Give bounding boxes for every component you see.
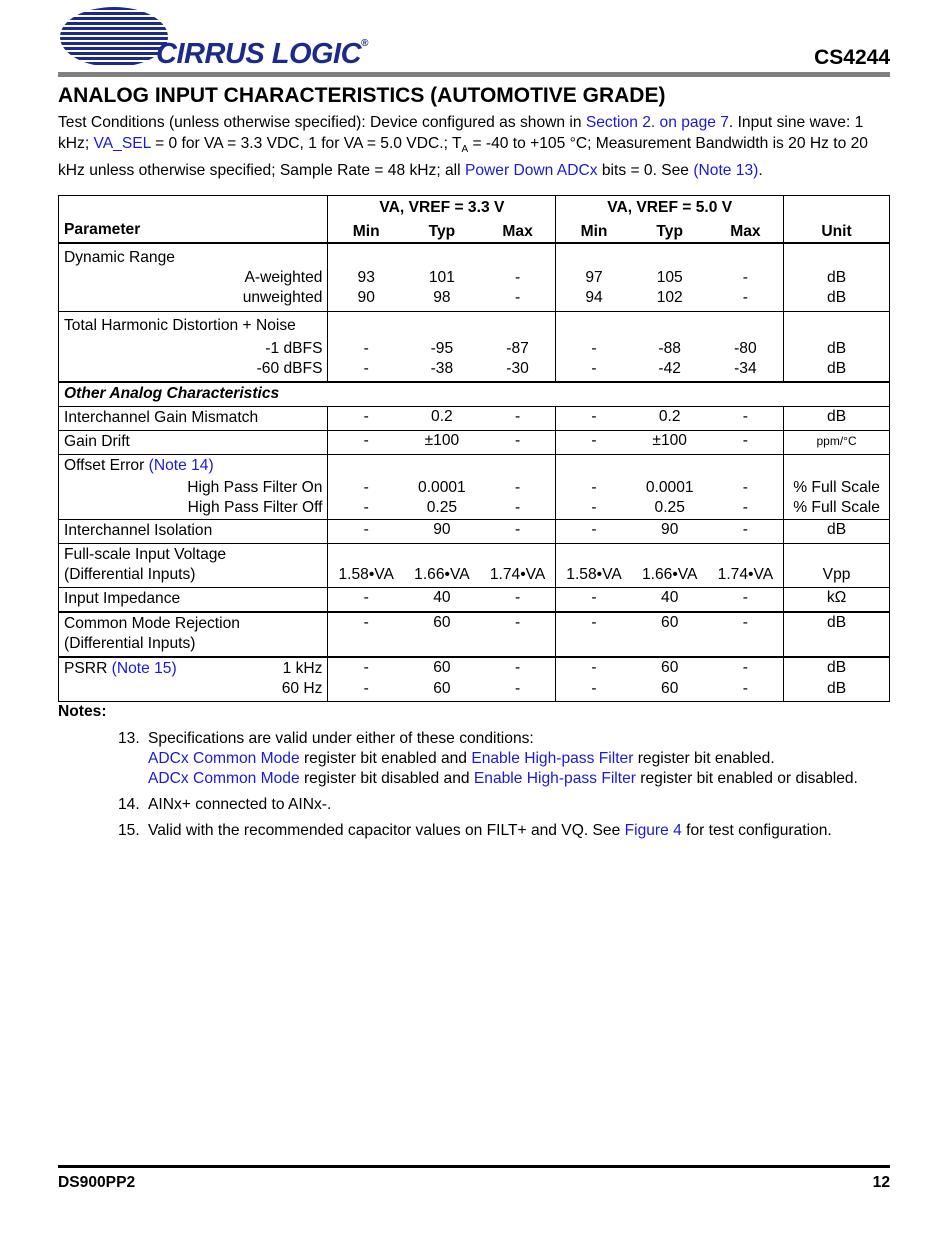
unit-cell: dB <box>784 268 890 288</box>
value-cell: - <box>328 520 404 544</box>
value-cell: 1.66•VA <box>414 566 470 583</box>
value-cell: -34 <box>734 360 757 377</box>
value-cell: 1.58•VA <box>556 565 632 588</box>
value-cell: -88 <box>658 340 681 357</box>
page-header <box>58 6 890 80</box>
param-sublabel: -60 dBFS <box>59 359 328 382</box>
notes-heading: Notes: <box>58 703 107 720</box>
value-cell: - <box>708 612 784 634</box>
value-cell: 1.66•VA <box>641 566 698 583</box>
value-cell: - <box>742 289 748 306</box>
table-row <box>59 312 890 340</box>
table-row <box>59 544 890 566</box>
value-cell: ±100 <box>404 431 480 455</box>
param-label: (Differential Inputs) <box>59 634 328 657</box>
spec-table <box>58 195 890 702</box>
header-max: Max <box>502 223 533 240</box>
table-row <box>59 268 890 288</box>
value-cell: - <box>328 359 404 382</box>
unit-cell: % Full Scale <box>784 476 890 498</box>
value-cell: - <box>556 431 632 455</box>
table-row <box>59 565 890 588</box>
param-label: Offset Error (Note 14) <box>59 455 328 477</box>
value-cell: - <box>480 431 556 455</box>
unit-cell: dB <box>784 679 890 702</box>
value-cell: 60 <box>404 612 480 634</box>
value-cell: 40 <box>404 588 480 613</box>
unit-cell: ppm/°C <box>784 431 890 455</box>
value-cell: - <box>556 520 632 544</box>
value-cell: 60 <box>632 679 708 702</box>
value-cell: - <box>742 269 748 286</box>
unit-cell: dB <box>784 339 890 359</box>
param-label: Interchannel Gain Mismatch <box>59 407 328 431</box>
header-unit: Unit <box>784 218 890 243</box>
value-cell: - <box>514 479 521 496</box>
footer-doc-number: DS900PP2 <box>58 1174 136 1191</box>
value-cell: - <box>742 499 748 516</box>
header-parameter: Parameter <box>59 218 328 243</box>
section-heading: Other Analog Characteristics <box>59 382 890 407</box>
header-typ: Typ <box>656 223 683 240</box>
table-header-row <box>59 196 890 219</box>
table-row <box>59 612 890 634</box>
value-cell: 90 <box>328 288 404 312</box>
table-row <box>59 243 890 268</box>
value-cell: - <box>514 269 521 286</box>
unit-cell: % Full Scale <box>784 498 890 520</box>
header-max: Max <box>730 223 761 240</box>
value-cell: - <box>328 679 404 702</box>
value-cell: 60 <box>404 679 480 702</box>
value-cell: - <box>328 339 404 359</box>
value-cell: - <box>480 679 556 702</box>
value-cell: -42 <box>658 360 681 377</box>
value-cell: - <box>708 679 784 702</box>
test-conditions: Test Conditions (unless otherwise specified): Device configured as shown in Section 2. on page 7. Input sine wave: 1 kHz; VA_SEL = 0 for VA = 3.3 VDC, 1 for VA = 5.0 VDC.; $T_A = -40$ to +105 °C; Measurement Bandwidth is 20 Hz to 20 kHz unless otherwise specified; Sample Rate = 48 kHz; all Power Down ADCx bits = 0. See (Note 13). <box>58 114 868 180</box>
header-group-3v3: VA, VREF = 3.3 V <box>328 196 556 219</box>
unit-cell: kΩ <box>784 588 890 613</box>
note-15-link[interactable]: (Note 15) <box>111 660 177 677</box>
value-cell: - <box>556 612 632 634</box>
note-14-link[interactable]: (Note 14) <box>148 457 214 474</box>
value-cell: -30 <box>506 360 529 377</box>
value-cell: - <box>556 339 632 359</box>
header-typ: Typ <box>428 223 456 240</box>
value-cell: ±100 <box>632 431 708 455</box>
value-cell: - <box>480 612 556 634</box>
table-header-row <box>59 218 890 243</box>
footer-divider <box>58 1165 890 1168</box>
adcx-common-mode-link[interactable]: ADCx Common Mode <box>148 770 300 787</box>
cirrus-logo-icon <box>58 6 170 68</box>
page-number: 12 <box>872 1174 890 1191</box>
param-sublabel: 1 kHz <box>282 660 323 677</box>
value-cell: 101 <box>428 269 455 286</box>
unit-cell: dB <box>784 520 890 544</box>
param-sublabel: High Pass Filter On <box>59 476 328 498</box>
value-cell: - <box>328 498 404 520</box>
value-cell: 97 <box>556 268 632 288</box>
param-label: Total Harmonic Distortion + Noise <box>59 312 328 340</box>
param-label: Dynamic Range <box>59 243 328 268</box>
unit-cell: dB <box>784 612 890 634</box>
value-cell: - <box>328 431 404 455</box>
value-cell: -87 <box>506 340 529 357</box>
param-sublabel: High Pass Filter Off <box>59 498 328 520</box>
value-cell: 0.0001 <box>645 479 694 496</box>
table-row <box>59 431 890 455</box>
value-cell: - <box>708 657 784 679</box>
value-cell: 105 <box>656 269 683 286</box>
table-row <box>59 288 890 312</box>
param-label: Gain Drift <box>59 431 328 455</box>
table-row <box>59 455 890 477</box>
value-cell: - <box>556 359 632 382</box>
value-cell: - <box>328 657 404 679</box>
value-cell: - <box>328 476 404 498</box>
param-label: (Differential Inputs) <box>59 565 328 588</box>
value-cell: 98 <box>433 289 451 306</box>
value-cell: - <box>556 498 632 520</box>
note-14: 14. AINx+ connected to AINx-. <box>118 796 332 813</box>
value-cell: 0.0001 <box>418 479 466 496</box>
value-cell: - <box>708 588 784 613</box>
value-cell: - <box>480 588 556 613</box>
value-cell: 60 <box>404 657 480 679</box>
value-cell: 0.25 <box>654 499 685 516</box>
table-row <box>59 634 890 657</box>
table-row <box>59 498 890 520</box>
unit-cell: dB <box>784 407 890 431</box>
page-title: ANALOG INPUT CHARACTERISTICS (AUTOMOTIVE GRADE) <box>58 84 666 107</box>
section-2-link[interactable]: Section 2. on page 7 <box>585 114 729 131</box>
value-cell: 90 <box>404 520 480 544</box>
param-label: Common Mode Rejection <box>59 612 328 634</box>
value-cell: 40 <box>632 588 708 613</box>
value-cell: - <box>556 588 632 613</box>
enable-hpf-link[interactable]: Enable High-pass Filter <box>471 750 634 767</box>
table-row <box>59 476 890 498</box>
value-cell: 1.74•VA <box>489 566 546 583</box>
table-row <box>59 359 890 382</box>
table-row <box>59 339 890 359</box>
figure-4-link[interactable]: Figure 4 <box>624 822 682 839</box>
value-cell: - <box>708 431 784 455</box>
table-row <box>59 657 890 679</box>
unit-cell: dB <box>784 359 890 382</box>
value-cell: -80 <box>734 340 757 357</box>
value-cell: 60 <box>632 657 708 679</box>
note-15: 15. Valid with the recommended capacitor values on FILT+ and VQ. See Figure 4 for test configuration. <box>118 822 832 839</box>
param-sublabel: 60 Hz <box>59 679 328 702</box>
value-cell: 0.2 <box>404 407 480 431</box>
adcx-common-mode-link[interactable]: ADCx Common Mode <box>148 750 300 767</box>
value-cell: 1.74•VA <box>717 566 774 583</box>
param-label: PSRR (Note 15) 1 kHz <box>59 657 328 679</box>
unit-cell: Vpp <box>784 565 890 588</box>
unit-cell: dB <box>784 288 890 312</box>
header-min: Min <box>328 218 404 243</box>
document-id: CS4244 <box>814 46 890 69</box>
param-label: Input Impedance <box>59 588 328 613</box>
value-cell: 1.58•VA <box>328 565 404 588</box>
param-sublabel: unweighted <box>59 288 328 312</box>
value-cell: - <box>480 657 556 679</box>
table-row <box>59 520 890 544</box>
value-cell: 0.2 <box>632 407 708 431</box>
table-row <box>59 588 890 613</box>
value-cell: - <box>514 289 521 306</box>
value-cell: - <box>556 657 632 679</box>
value-cell: - <box>556 476 632 498</box>
header-group-5v0: VA, VREF = 5.0 V <box>556 196 784 219</box>
va-sel-link[interactable]: VA_SEL <box>93 135 151 152</box>
value-cell: - <box>514 499 521 516</box>
value-cell: - <box>328 588 404 613</box>
param-sublabel: A-weighted <box>59 268 328 288</box>
param-label: Full-scale Input Voltage <box>59 544 328 566</box>
value-cell: - <box>480 407 556 431</box>
value-cell: -38 <box>430 360 454 377</box>
company-logo-text: CIRRUS LOGIC® <box>156 38 368 70</box>
value-cell: 0.25 <box>426 499 458 516</box>
param-label: Interchannel Isolation <box>59 520 328 544</box>
value-cell: - <box>708 520 784 544</box>
value-cell: 60 <box>632 612 708 634</box>
table-row <box>59 679 890 702</box>
enable-hpf-link[interactable]: Enable High-pass Filter <box>473 770 636 787</box>
value-cell: 90 <box>632 520 708 544</box>
note-13: 13. Specifications are valid under either of these conditions: ADCx Common Mode register bit enabled and Enable High-pass Filter register bit enabled. ADCx Common Mode register bit disabled and Enable High-pass Filter register bit enabled or disabled. <box>118 730 858 787</box>
value-cell: 102 <box>656 289 683 306</box>
value-cell: -95 <box>430 340 454 357</box>
param-sublabel: -1 dBFS <box>59 339 328 359</box>
value-cell: - <box>328 612 404 634</box>
unit-cell: dB <box>784 657 890 679</box>
value-cell: - <box>556 679 632 702</box>
value-cell: 94 <box>556 288 632 312</box>
header-divider <box>58 72 890 77</box>
value-cell: - <box>328 407 404 431</box>
value-cell: 93 <box>328 268 404 288</box>
value-cell: - <box>742 479 748 496</box>
power-down-adcx-link[interactable]: Power Down ADCx <box>464 162 598 180</box>
table-section-row <box>59 382 890 407</box>
note-13-link[interactable]: (Note 13) <box>693 162 759 180</box>
value-cell: - <box>708 407 784 431</box>
table-row <box>59 407 890 431</box>
value-cell: - <box>556 407 632 431</box>
header-min: Min <box>556 218 632 243</box>
value-cell: - <box>480 520 556 544</box>
